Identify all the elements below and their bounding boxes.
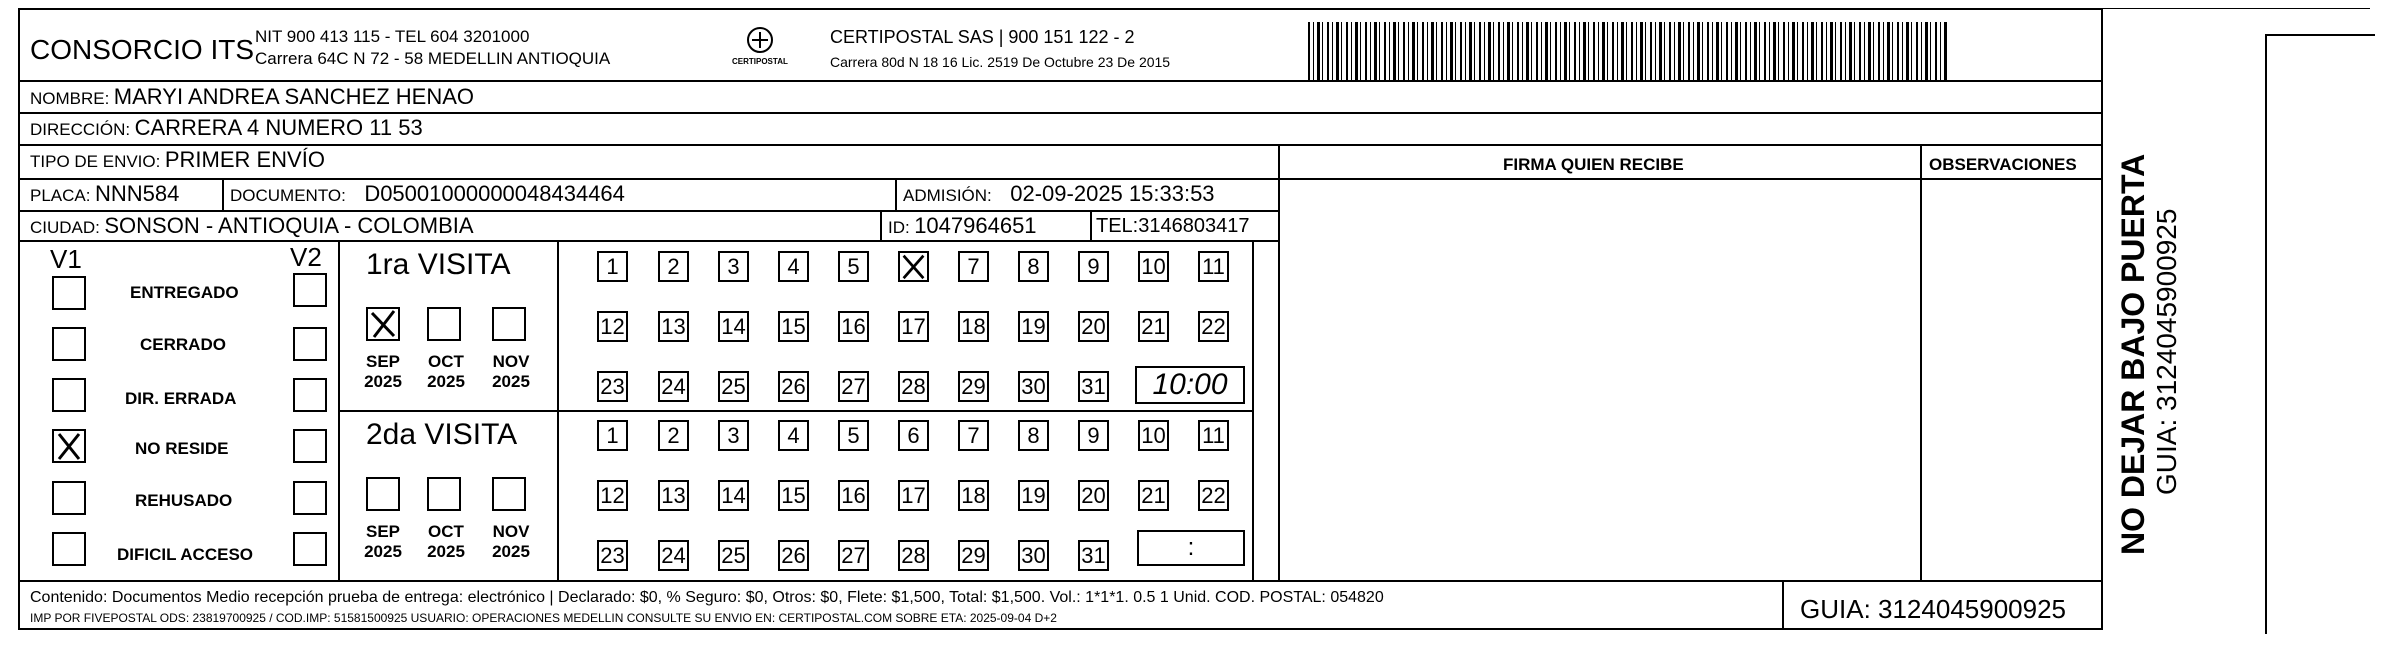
footer-guia: GUIA: 3124045900925 (1800, 594, 2066, 624)
visit2-day-18[interactable]: 18 (958, 480, 989, 511)
visit1-day-6[interactable] (898, 251, 929, 282)
documento-value: D05001000000048434464 (364, 181, 625, 206)
v2-checkbox-entregado[interactable] (293, 273, 327, 307)
tipo-label: TIPO DE ENVIO: (30, 152, 161, 171)
visit1-day-9[interactable]: 9 (1078, 251, 1109, 282)
visit2-day-17[interactable]: 17 (898, 480, 929, 511)
check-x-icon (900, 253, 927, 280)
footer-imp: IMP POR FIVEPOSTAL ODS: 23819700925 / COD.IMP: 51581500925 USUARIO: OPERACIONES MEDELLIN CONSULTE SU ENVIO EN: CERTIPOSTAL.COM SOBRE ETA: 2025-09-04 D+2 (30, 611, 1057, 625)
divider (2101, 144, 2103, 580)
nombre-row (30, 86, 474, 108)
visit2-day-13[interactable]: 13 (658, 480, 689, 511)
visit1-title: 1ra VISITA (366, 248, 511, 281)
visit1-day-30[interactable]: 30 (1018, 371, 1049, 402)
visit2-day-24[interactable]: 24 (658, 540, 689, 571)
admision-label: ADMISIÓN: (903, 186, 992, 205)
v2-label: V2 (290, 242, 322, 272)
visit1-month-sep: SEP 2025 (364, 352, 402, 391)
v2-checkbox-dir-errada[interactable] (293, 378, 327, 412)
visit2-day-3[interactable]: 3 (718, 420, 749, 451)
visit1-day-10[interactable]: 10 (1138, 251, 1169, 282)
visit1-day-20[interactable]: 20 (1078, 311, 1109, 342)
divider (1090, 210, 1092, 240)
visit2-month-sep: SEP 2025 (364, 522, 402, 561)
visit1-day-16[interactable]: 16 (838, 311, 869, 342)
visit2-time-box[interactable]: : (1137, 530, 1245, 566)
visit1-day-4[interactable]: 4 (778, 251, 809, 282)
visit2-day-15[interactable]: 15 (778, 480, 809, 511)
company-address: Carrera 64C N 72 - 58 MEDELLIN ANTIOQUIA (255, 49, 611, 68)
v2-checkbox-cerrado[interactable] (293, 327, 327, 361)
visit1-day-8[interactable]: 8 (1018, 251, 1049, 282)
visit1-day-27[interactable]: 27 (838, 371, 869, 402)
visit2-day-27[interactable]: 27 (838, 540, 869, 571)
direccion-label: DIRECCIÓN: (30, 120, 131, 139)
option-entregado: ENTREGADO (130, 283, 239, 302)
visit2-month-nov: NOV 2025 (492, 522, 530, 561)
certipostal-logo-icon (730, 24, 790, 72)
visit1-day-25[interactable]: 25 (718, 371, 749, 402)
divider (1278, 178, 2101, 180)
visit2-title: 2da VISITA (366, 418, 518, 451)
ciudad-value: SONSON - ANTIOQUIA - COLOMBIA (104, 213, 474, 238)
visit1-day-14[interactable]: 14 (718, 311, 749, 342)
visit1-day-23[interactable]: 23 (597, 371, 628, 402)
visit2-month-oct-checkbox[interactable] (427, 477, 461, 511)
company-nit: NIT 900 413 115 - TEL 604 3201000 (255, 27, 530, 46)
nombre-value: MARYI ANDREA SANCHEZ HENAO (113, 84, 475, 109)
option-rehusado: REHUSADO (135, 491, 233, 510)
carrier-name: CERTIPOSTAL SAS | 900 151 122 - 2 (830, 27, 1135, 47)
v1-checkbox-cerrado[interactable] (52, 327, 86, 361)
v1-checkbox-entregado[interactable] (52, 276, 86, 310)
visit1-day-2[interactable]: 2 (658, 251, 689, 282)
logo-text: CERTIPOSTAL (732, 57, 788, 66)
visit2-day-4[interactable]: 4 (778, 420, 809, 451)
visit2-day-12[interactable]: 12 (597, 480, 628, 511)
visit2-day-8[interactable]: 8 (1018, 420, 1049, 451)
admision-row (903, 183, 1215, 205)
tel-row (1096, 216, 1249, 236)
divider (18, 240, 1280, 242)
direccion-value: CARRERA 4 NUMERO 11 53 (134, 115, 423, 140)
tipo-row (30, 149, 325, 171)
divider (880, 210, 882, 240)
visit2-day-5[interactable]: 5 (838, 420, 869, 451)
visit2-day-11[interactable]: 11 (1198, 420, 1229, 451)
visit2-day-28[interactable]: 28 (898, 540, 929, 571)
visit2-day-6[interactable]: 6 (898, 420, 929, 451)
ciudad-label: CIUDAD: (30, 218, 100, 237)
divider (18, 144, 2103, 146)
option-no-reside: NO RESIDE (135, 439, 229, 458)
visit2-month-sep-checkbox[interactable] (366, 477, 400, 511)
v1-label: V1 (50, 244, 82, 274)
documento-row (230, 183, 625, 205)
visit2-day-14[interactable]: 14 (718, 480, 749, 511)
tel-value: 3146803417 (1138, 215, 1250, 237)
company-name: CONSORCIO ITS (30, 34, 255, 65)
visit1-day-22[interactable]: 22 (1198, 311, 1229, 342)
edge-line-right (2265, 34, 2375, 36)
divider (1252, 240, 1254, 580)
carrier-address: Carrera 80d N 18 16 Lic. 2519 De Octubre 23 De 2015 (830, 54, 1171, 70)
visit1-day-5[interactable]: 5 (838, 251, 869, 282)
divider (1782, 580, 1784, 630)
visit1-day-29[interactable]: 29 (958, 371, 989, 402)
visit2-month-oct: OCT 2025 (427, 522, 465, 561)
visit1-time-box[interactable]: 10:00 (1135, 366, 1245, 404)
visit1-day-21[interactable]: 21 (1138, 311, 1169, 342)
visit1-month-oct: OCT 2025 (427, 352, 465, 391)
visit1-day-3[interactable]: 3 (718, 251, 749, 282)
footer-contenido: Contenido: Documentos Medio recepción prueba de entrega: electrónico | Declarado: $0, % Seguro: $0, Otros: $0, Flete: $1,500, Total: $1,500. Vol.: 1*1*1. 0.5 1 Unid. COD. POSTAL: 054820 (30, 589, 1384, 606)
visit1-day-11[interactable]: 11 (1198, 251, 1229, 282)
divider (18, 112, 2103, 114)
tipo-value: PRIMER ENVÍO (164, 147, 325, 172)
check-x-icon (368, 309, 398, 339)
visit1-day-28[interactable]: 28 (898, 371, 929, 402)
firma-label: FIRMA QUIEN RECIBE (1503, 155, 1684, 174)
visit1-month-sep-checkbox[interactable] (366, 307, 400, 341)
placa-row (30, 183, 179, 205)
direccion-row (30, 117, 423, 139)
visit2-day-2[interactable]: 2 (658, 420, 689, 451)
ciudad-row (30, 215, 474, 237)
visit2-day-9[interactable]: 9 (1078, 420, 1109, 451)
id-label: ID: (888, 218, 910, 237)
v1-checkbox-dir-errada[interactable] (52, 378, 86, 412)
edge-line (2100, 8, 2370, 9)
divider (1278, 144, 1280, 580)
barcode (1308, 22, 1948, 80)
divider (338, 410, 1252, 412)
visit2-day-21[interactable]: 21 (1138, 480, 1169, 511)
visit2-day-30[interactable]: 30 (1018, 540, 1049, 571)
visit2-month-nov-checkbox[interactable] (492, 477, 526, 511)
v2-checkbox-no-reside[interactable] (293, 429, 327, 463)
visit2-day-19[interactable]: 19 (1018, 480, 1049, 511)
visit1-day-12[interactable]: 12 (597, 311, 628, 342)
visit1-day-31[interactable]: 31 (1078, 371, 1109, 402)
divider (1920, 144, 1922, 580)
documento-label: DOCUMENTO: (230, 186, 346, 205)
visit2-day-16[interactable]: 16 (838, 480, 869, 511)
visit1-day-15[interactable]: 15 (778, 311, 809, 342)
visit2-day-26[interactable]: 26 (778, 540, 809, 571)
visit1-month-nov: NOV 2025 (492, 352, 530, 391)
side-guia: GUIA: 3124045900925 (2151, 208, 2182, 495)
visit1-day-13[interactable]: 13 (658, 311, 689, 342)
tel-label: TEL: (1096, 215, 1139, 237)
placa-value: NNN584 (94, 181, 180, 206)
admision-value: 02-09-2025 15:33:53 (1010, 181, 1215, 206)
visit2-day-23[interactable]: 23 (597, 540, 628, 571)
visit1-day-18[interactable]: 18 (958, 311, 989, 342)
observaciones-label: OBSERVACIONES (1929, 155, 2077, 174)
visit1-day-19[interactable]: 19 (1018, 311, 1049, 342)
visit2-day-22[interactable]: 22 (1198, 480, 1229, 511)
option-dificil-acceso: DIFICIL ACCESO (117, 545, 254, 564)
divider (18, 580, 2103, 582)
visit2-day-10[interactable]: 10 (1138, 420, 1169, 451)
option-dir-errada: DIR. ERRADA (125, 389, 237, 408)
v1-checkbox-rehusado[interactable] (52, 481, 86, 515)
divider (18, 80, 2103, 82)
v1-checkbox-dificil-acceso[interactable] (52, 532, 86, 566)
visit1-day-7[interactable]: 7 (958, 251, 989, 282)
edge-line-vertical (2265, 34, 2267, 634)
divider (895, 178, 897, 210)
nombre-label: NOMBRE: (30, 89, 110, 108)
visit1-day-24[interactable]: 24 (658, 371, 689, 402)
visit1-day-17[interactable]: 17 (898, 311, 929, 342)
visit2-day-31[interactable]: 31 (1078, 540, 1109, 571)
visit1-month-oct-checkbox[interactable] (427, 307, 461, 341)
option-cerrado: CERRADO (140, 335, 226, 354)
side-notice: NO DEJAR BAJO PUERTA (2115, 153, 2151, 555)
visit2-day-1[interactable]: 1 (597, 420, 628, 451)
visit2-day-7[interactable]: 7 (958, 420, 989, 451)
visit1-day-1[interactable]: 1 (597, 251, 628, 282)
visit2-day-25[interactable]: 25 (718, 540, 749, 571)
visit2-day-20[interactable]: 20 (1078, 480, 1109, 511)
placa-label: PLACA: (30, 186, 91, 205)
v2-checkbox-dificil-acceso[interactable] (293, 532, 327, 566)
visit2-day-29[interactable]: 29 (958, 540, 989, 571)
check-x-icon (54, 431, 84, 461)
id-value: 1047964651 (914, 213, 1037, 238)
id-row (888, 215, 1037, 237)
divider (222, 178, 224, 210)
v1-checkbox-no-reside[interactable] (52, 429, 86, 463)
visit1-day-26[interactable]: 26 (778, 371, 809, 402)
v2-checkbox-rehusado[interactable] (293, 481, 327, 515)
visit1-month-nov-checkbox[interactable] (492, 307, 526, 341)
